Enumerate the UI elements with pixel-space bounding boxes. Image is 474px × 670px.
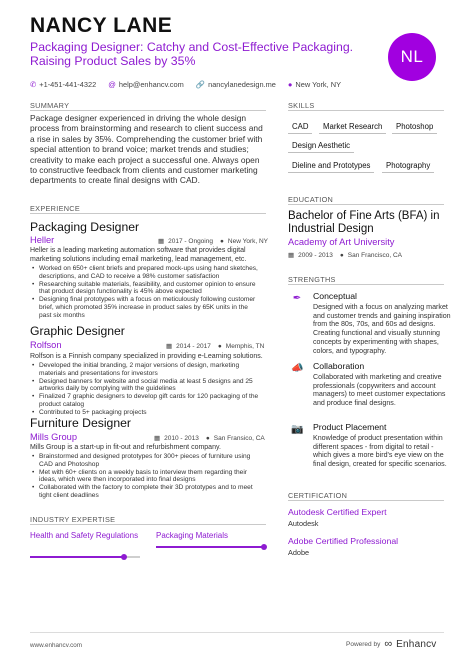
at-icon: @ [108,80,116,89]
strength-title: Collaboration [313,361,365,371]
job-location: San Fransico, CA [213,434,265,442]
expertise-bar [156,546,266,548]
pen-nib-icon: ✒ [292,293,302,304]
location-pin-icon: ● [339,251,344,259]
industry-expertise-divider [30,524,266,525]
job-bullet: • Brainstormed and designed prototypes for 300+ pieces of furniture using CAD and Photoshop [30,453,262,469]
job-dates: 2010 - 2013 [164,434,199,442]
contact-website[interactable] [196,80,276,89]
industry-expertise-title: INDUSTRY EXPERTISE [30,515,116,524]
job-company: Mills Group [30,432,78,442]
job-bullets [30,265,262,320]
calendar-icon: ▦ [288,252,295,259]
job-meta [158,237,268,245]
job-dates: 2014 - 2017 [176,342,211,350]
strength-text: Designed with a focus on analyzing market and customer trends and gaining inspiration from the 80s, 70s, and 60s ad designs. Creating functional and visually stunning concepts by experimenting with shapes, colors, and typography. [313,303,451,355]
expertise-bar-handle [121,554,127,560]
job-title: Furniture Designer [30,416,131,430]
strength-title: Conceptual [313,291,357,301]
certification-issuer: Adobe [288,548,310,557]
expertise-bar-fill [156,546,264,548]
certification-divider [288,500,444,501]
candidate-headline: Packaging Designer: Catchy and Cost-Effective Packaging. Raising Product Sales by 35% [30,40,354,68]
education-divider [288,204,444,205]
strength-text: Collaborated with marketing and creative professionals (copywriters and account managers) to meet customer expectations and produce final designs. [313,373,446,408]
job-location: Memphis, TN [225,342,265,350]
link-icon: 🔗 [195,80,206,89]
job-description: Mills Group is a start-up in fit-out and refurbishment company. [30,444,221,451]
certification-name: Autodesk Certified Expert [288,507,387,517]
brand-name: Enhancv [396,638,437,650]
footer-website[interactable]: www.enhancv.com [30,642,83,649]
contact-bar [30,80,341,89]
skills-title: SKILLS [288,101,315,110]
job-company: Heller [30,235,55,245]
skill-tag: Dieline and Prototypes [288,158,374,173]
enhancv-logo-icon: ∞ [384,638,393,650]
location-pin-icon: ● [219,237,224,245]
footer-divider [30,632,444,633]
job-bullet: • Collaborated with the factory to complete their 3D prototypes and to meet tight client deadlines [30,484,262,500]
job-title: Graphic Designer [30,324,125,338]
job-bullet: • Researching suitable materials, feasibility, and customer opinion to ensure that product design functionality is 45% above expected [30,281,262,297]
job-description: Rolfson is a Finnish company specialized in providing e-Learning solutions. [30,353,263,360]
skill-tag: Photography [382,158,434,173]
footer-branding [346,638,437,650]
expertise-label: Health and Safety Regulations [30,531,139,540]
camera-icon: 📷 [291,424,304,435]
certification-name: Adobe Certified Professional [288,536,399,546]
summary-title: SUMMARY [30,101,70,110]
job-meta [166,342,264,350]
avatar: NL [388,33,436,81]
contact-location [288,80,341,89]
job-meta [154,434,265,442]
job-bullet: • Finalized 7 graphic designers to develop gift cards for 120 packaging of the product catalog [30,393,262,409]
expertise-bar-fill [30,556,124,558]
job-bullet: • Met with 60+ clients on a weekly basis to interview them regarding their ideas, which were then incorporated into final designs [30,469,262,485]
education-location: San Francisco, CA [347,251,402,259]
job-dates: 2017 - Ongoing [168,237,213,245]
email-text: help@enhancv.com [118,80,184,89]
job-description: Heller is a leading marketing automation software that provides digital marketing solutions including email marketing, lead management, etc. [30,247,247,263]
phone-icon: ✆ [30,80,37,89]
skill-tag: Market Research [319,119,386,134]
strengths-title: STRENGTHS [288,275,336,284]
website-text: nancylanedesign.me [208,80,276,89]
education-school: Academy of Art University [288,237,395,247]
job-title: Packaging Designer [30,220,140,234]
job-bullets [30,362,262,417]
megaphone-icon: 📣 [291,363,304,374]
experience-title: EXPERIENCE [30,204,81,213]
certification-issuer: Autodesk [288,519,319,528]
location-pin-icon: ● [217,342,222,350]
expertise-bar-handle [261,544,267,550]
experience-divider [30,213,266,214]
powered-by-text: Powered by [346,640,381,648]
expertise-bar [30,556,140,558]
strength-text: Knowledge of product presentation within different spaces - from digital to retail - which gives a more bird's eye view on the final design, created for specific scenarios. [313,434,447,469]
education-title: EDUCATION [288,195,334,204]
calendar-icon: ▦ [154,435,161,442]
skills-divider [288,110,444,111]
strength-title: Product Placement [313,422,387,432]
job-bullet: • Designed banners for website and social media at least 5 designs and 25 artworks daily by complying with the guidelines [30,378,262,394]
summary-text: Package designer experienced in driving the whole design process from brainstorming and research to client success and a rise in sales by 35%. Comprehending the customer brief with special attention to brand voice; market trends and studies; creativity to make each project a successful one. Always open to constructive feedback from clients and customer marketing departments to create final designs with CAD. [30,113,263,186]
summary-divider [30,110,266,111]
education-dates: 2009 - 2013 [298,251,333,259]
job-bullets [30,453,262,500]
job-bullet: • Worked on 650+ client briefs and prepared mock-ups using hand sketches, descriptions, and CAD to receive a 98% customer satisfaction [30,265,262,281]
candidate-name: NANCY LANE [30,14,173,37]
contact-phone[interactable] [30,80,96,89]
calendar-icon: ▦ [166,343,173,350]
location-pin-icon: ● [287,80,293,89]
location-pin-icon: ● [205,434,210,442]
strengths-divider [288,284,444,285]
phone-text: +1-451-441-4322 [39,80,97,89]
contact-email[interactable] [108,80,184,89]
job-bullet: • Designing final prototypes with a focus on meticulously following customer brief, which promoted 35% increase in product sales by 65K units in the past six months [30,296,262,319]
education-degree: Bachelor of Fine Arts (BFA) in Industrial Design [288,210,440,235]
job-company: Rolfson [30,340,62,350]
skill-tag: Design Aesthetic [288,138,354,153]
skill-tag: CAD [288,119,312,134]
education-meta [288,251,402,259]
job-bullet: • Contributed to 5+ packaging projects [30,409,262,417]
expertise-label: Packaging Materials [156,531,229,540]
job-location: New York, NY [227,237,269,245]
location-text: New York, NY [295,80,342,89]
job-bullet: • Developed the initial branding, 2 major versions of design, marketing materials and presentations for investors [30,362,262,378]
skill-tag: Photoshop [392,119,437,134]
calendar-icon: ▦ [158,238,165,245]
certification-title: CERTIFICATION [288,491,348,500]
